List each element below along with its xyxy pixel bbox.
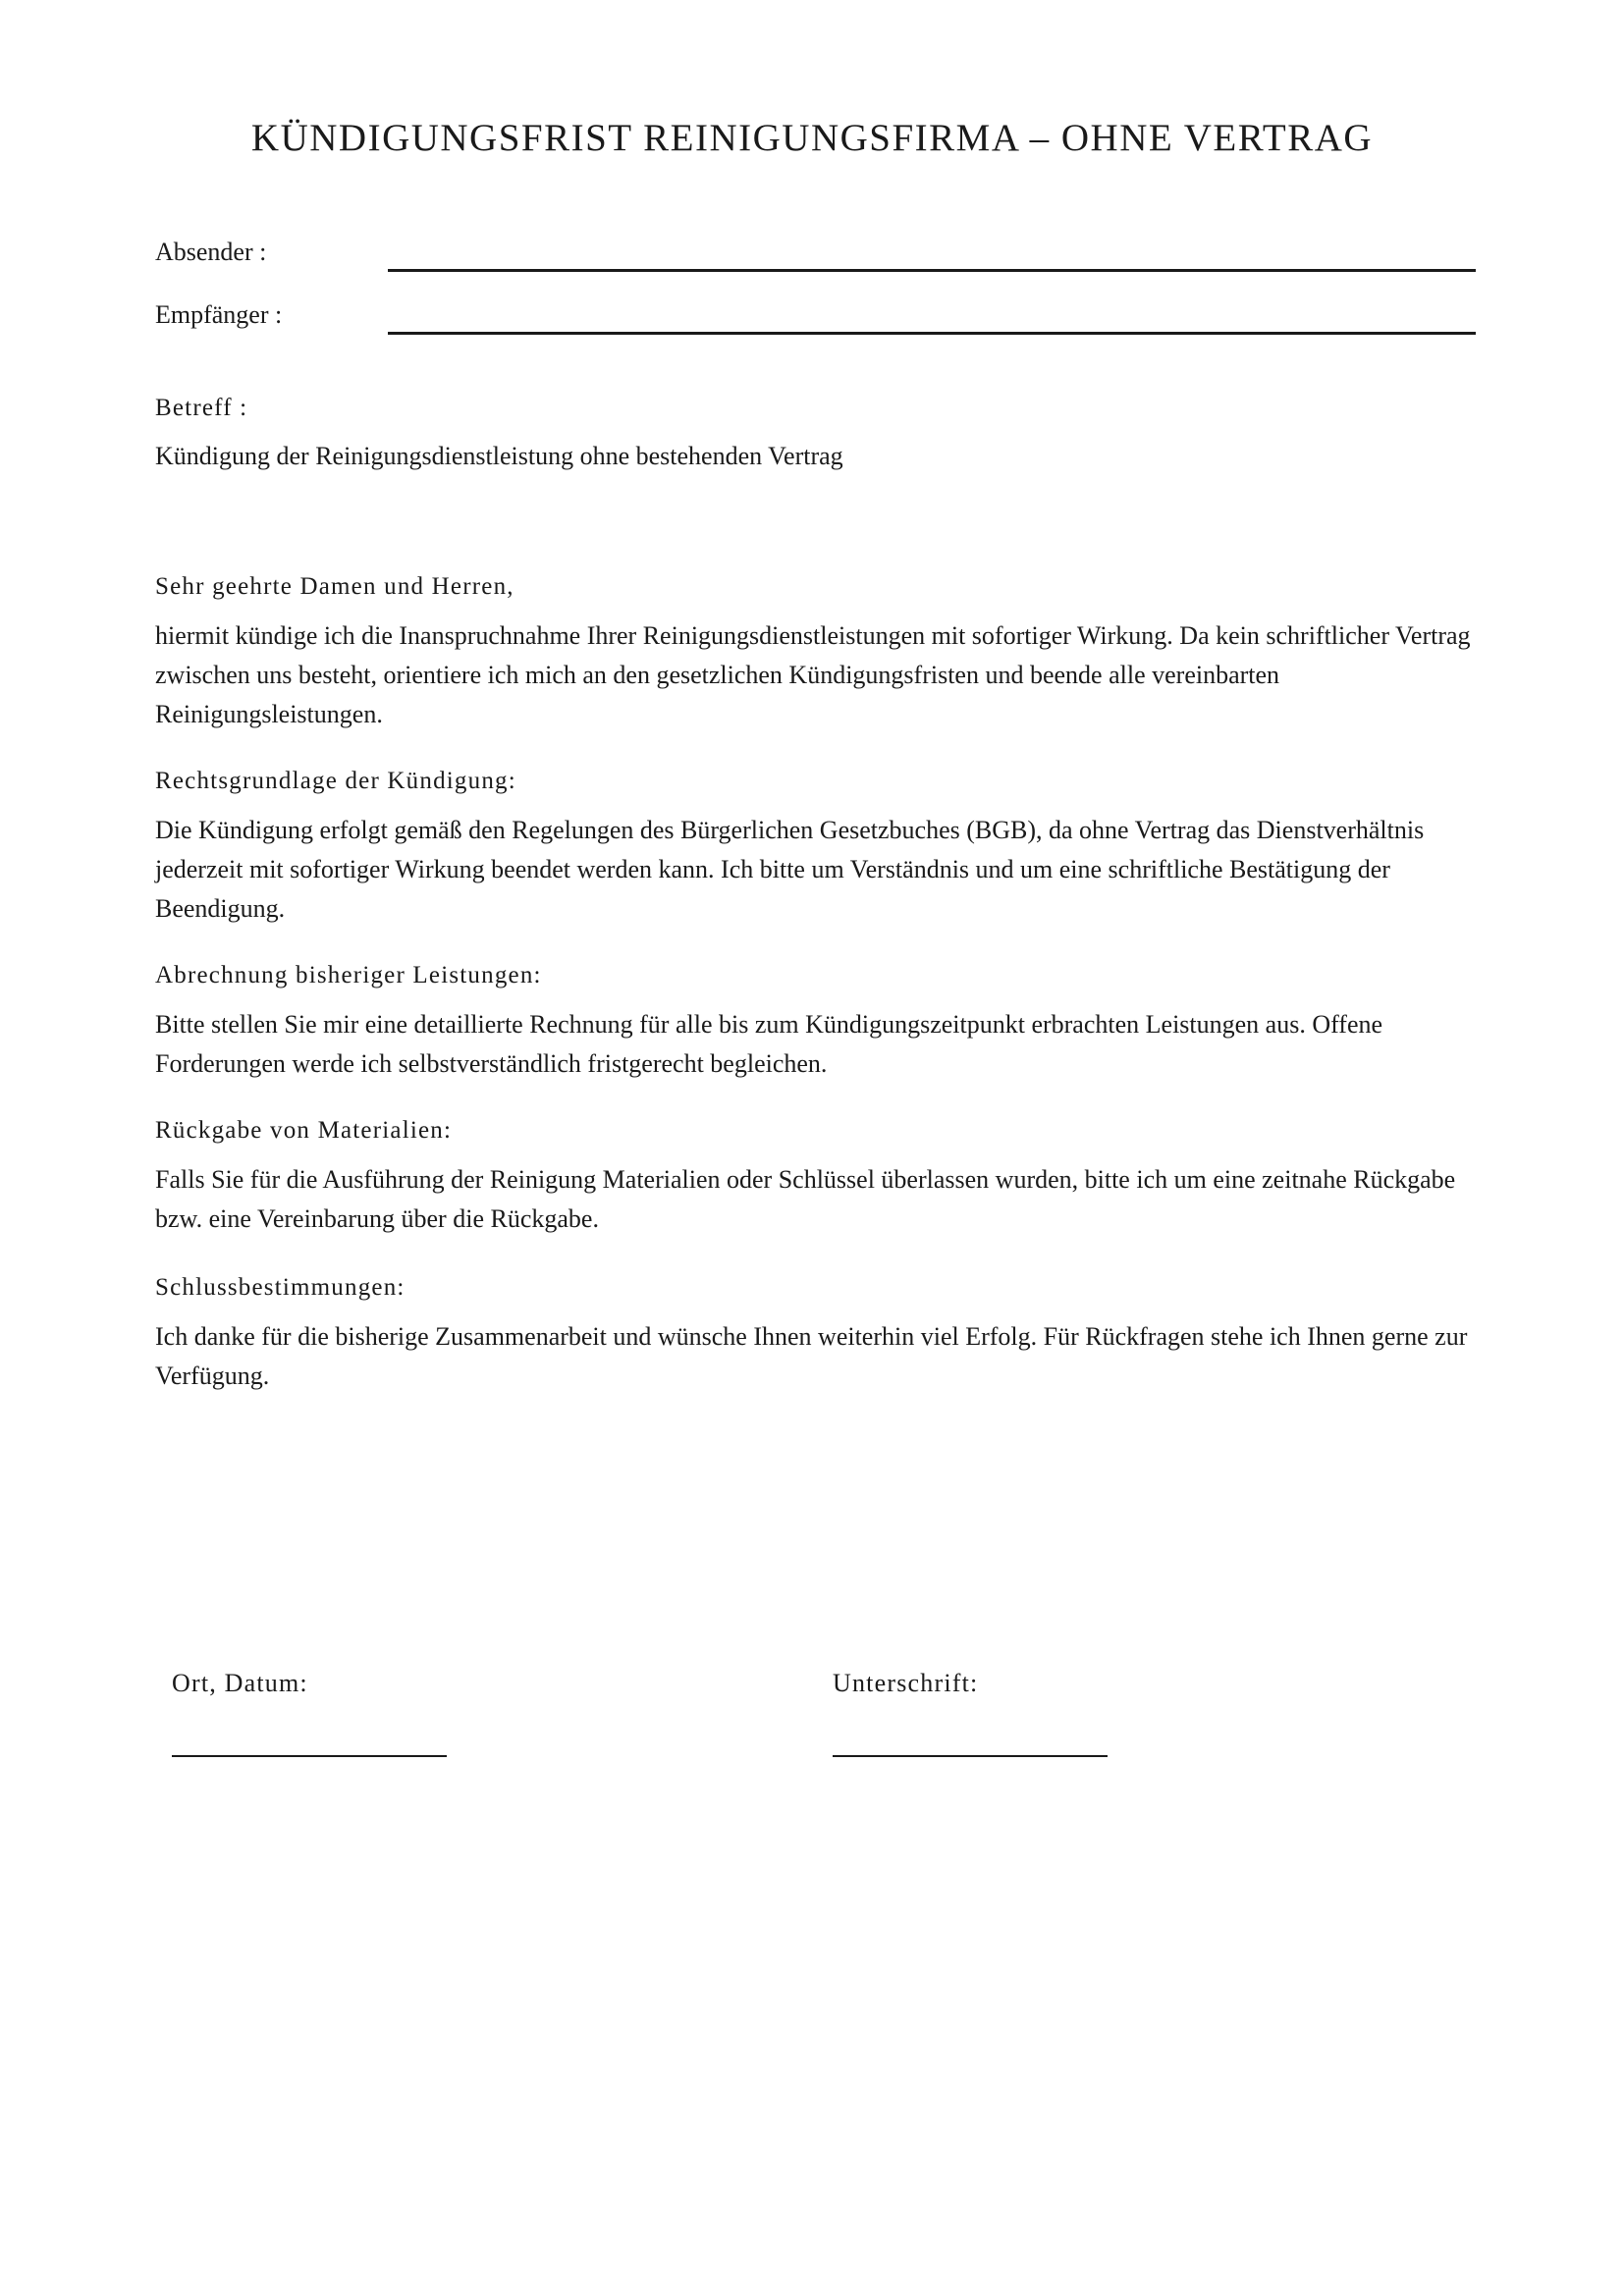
section-heading: Abrechnung bisheriger Leistungen: bbox=[155, 962, 542, 988]
intro-paragraph: hiermit kündige ich die Inanspruchnahme Ihrer Reinigungsdienstleistungen mit sofortiger Wirkung. Da kein schriftlicher Vertrag zwischen uns besteht, orientiere ich mich an den gesetzlichen Kündigungsfristen und beende alle vereinbarten Reinigungsleistungen. bbox=[155, 621, 1471, 728]
empfaenger-line[interactable] bbox=[388, 332, 1476, 335]
absender-line[interactable] bbox=[388, 269, 1476, 272]
section-text: Falls Sie für die Ausführung der Reinigung Materialien oder Schlüssel überlassen wurden, bitte ich um eine zeitnahe Rückgabe bzw. eine Vereinbarung über die Rückgabe. bbox=[155, 1165, 1456, 1233]
signature-label: Unterschrift: bbox=[833, 1669, 979, 1697]
section-heading: Schlussbestimmungen: bbox=[155, 1274, 406, 1301]
betreff-text: Kündigung der Reinigungsdienstleistung ohne bestehenden Vertrag bbox=[155, 442, 843, 470]
section-text: Bitte stellen Sie mir eine detaillierte Rechnung für alle bis zum Kündigungszeitpunkt erbrachten Leistungen aus. Offene Forderungen werde ich selbstverständlich fristgerecht begleichen. bbox=[155, 1010, 1383, 1078]
absender-label: Absender : bbox=[155, 238, 267, 266]
place-date-label: Ort, Datum: bbox=[172, 1669, 308, 1697]
signature-line[interactable] bbox=[833, 1755, 1108, 1757]
salutation: Sehr geehrte Damen und Herren, bbox=[155, 573, 514, 600]
place-date-line[interactable] bbox=[172, 1755, 447, 1757]
section-text: Die Kündigung erfolgt gemäß den Regelungen des Bürgerlichen Gesetzbuches (BGB), da ohne Vertrag das Dienstverhältnis jederzeit mit sofortiger Wirkung beendet werden kann. Ich bitte um Verständnis und um eine schriftliche Bestätigung der Beendigung. bbox=[155, 816, 1425, 923]
section-text: Ich danke für die bisherige Zusammenarbeit und wünsche Ihnen weiterhin viel Erfolg. Für Rückfragen stehe ich Ihnen gerne zur Verfügung. bbox=[155, 1322, 1468, 1390]
document-title: KÜNDIGUNGSFRIST REINIGUNGSFIRMA – OHNE VERTRAG bbox=[250, 117, 1374, 159]
empfaenger-label: Empfänger : bbox=[155, 300, 283, 329]
section-heading: Rückgabe von Materialien: bbox=[155, 1117, 453, 1144]
betreff-label: Betreff : bbox=[155, 395, 248, 421]
absender-row bbox=[155, 238, 1476, 287]
section-heading: Rechtsgrundlage der Kündigung: bbox=[155, 768, 516, 794]
empfaenger-row bbox=[155, 300, 1476, 349]
